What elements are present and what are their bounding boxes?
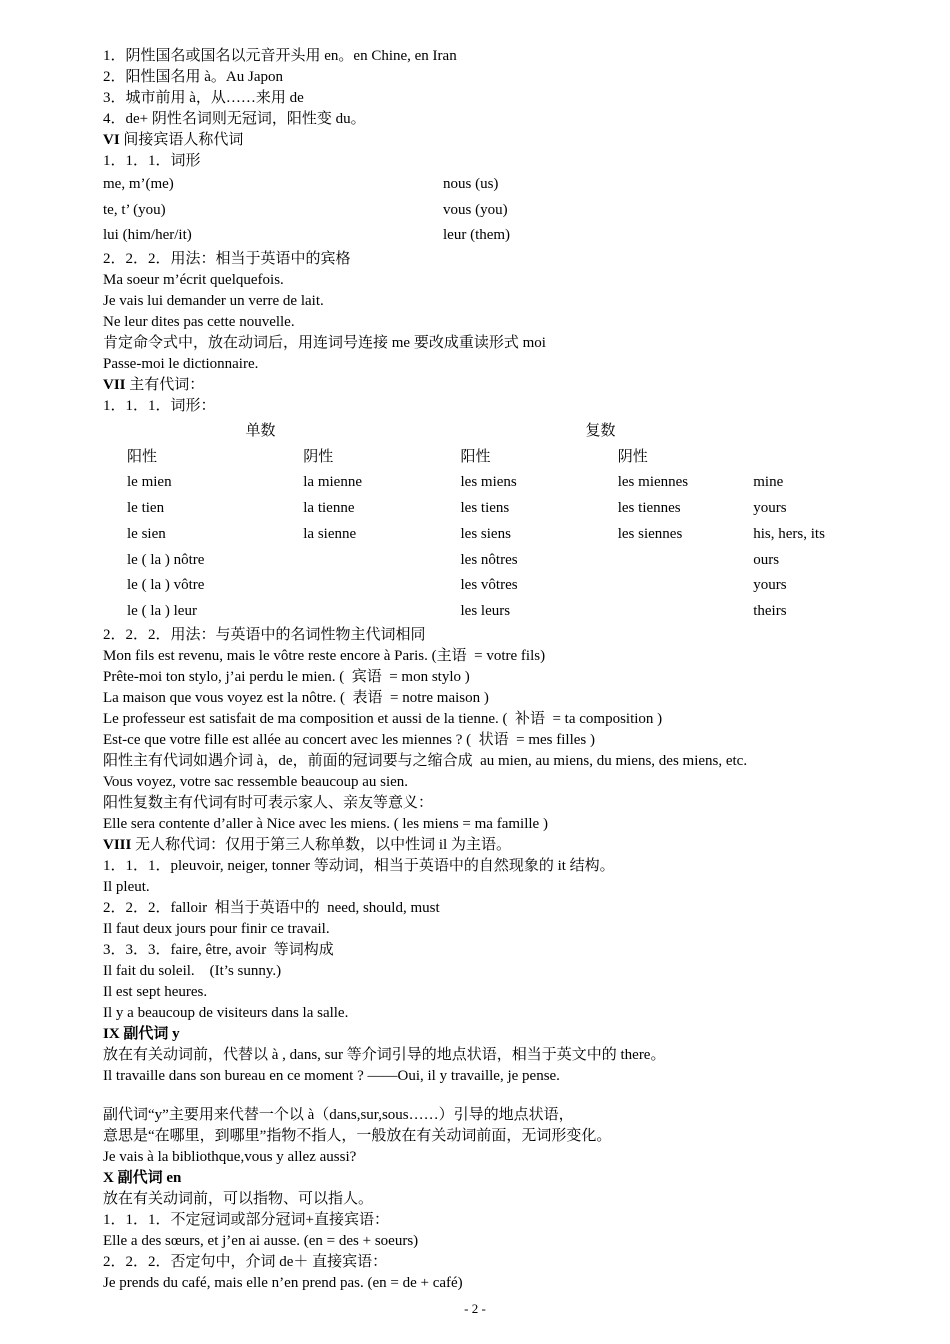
text-line: 1．1．1．不定冠词或部分冠词+直接宾语： xyxy=(103,1212,389,1229)
text-line: Elle sera contente d’aller à Nice avec les miens. ( les miens = ma famille ) xyxy=(103,816,548,833)
text-line: Elle a des sœurs, et j’en ai ausse. (en = des + soeurs) xyxy=(103,1233,419,1250)
section-title: 主有代词： xyxy=(125,376,205,393)
table-cell: les leurs xyxy=(460,603,511,620)
section-heading-vi xyxy=(103,130,863,151)
pronoun-plural: leur (them) xyxy=(443,227,511,243)
table-cell: le tien xyxy=(127,500,165,517)
text-line: 3．城市前用 à，从……来用 de xyxy=(103,90,304,106)
text-line: 1．1．1．pleuvoir, neiger, tonner 等动词，相当于英语中的自然现象的 it 结构。 xyxy=(103,858,615,875)
table-cell: les miens xyxy=(460,474,517,491)
text-line: Ma soeur m’écrit quelquefois. xyxy=(103,271,284,288)
text-line: 1．1．1．词形： xyxy=(103,397,216,414)
table-cell xyxy=(753,445,863,471)
table-cell: le ( la ) nôtre xyxy=(127,551,205,568)
table-cell: la sienne xyxy=(303,525,357,542)
table-cell: le sien xyxy=(127,525,166,542)
section-title: 副代词 en xyxy=(113,1170,182,1187)
text-line: La maison que vous voyez est la nôtre. ( 表语 = notre maison ) xyxy=(103,690,489,707)
section-number: IX xyxy=(103,1026,120,1043)
section-heading-x xyxy=(103,1168,863,1189)
table-cell: ours xyxy=(753,551,780,568)
text-line: 1．1．1．词形 xyxy=(103,153,201,169)
text-line: Il travaille dans son bureau en ce moment ? ——Oui, il y travaille, je pense. xyxy=(103,1068,560,1085)
table-row xyxy=(127,445,863,471)
text-line: 副代词“y”主要用来代替一个以 à（dans,sur,sous……）引导的地点状语， xyxy=(103,1107,574,1124)
table-row xyxy=(127,573,863,599)
table-row xyxy=(127,548,863,574)
table-cell: les tiens xyxy=(460,500,510,517)
table-cell: yours xyxy=(753,577,787,594)
table-cell: le mien xyxy=(127,474,172,491)
text-line: 4．de+ 阴性名词则无冠词，阳性变 du。 xyxy=(103,111,366,127)
table-cell: 阳性 xyxy=(460,448,491,465)
text-line: Je vais lui demander un verre de lait. xyxy=(103,292,324,309)
section-heading-viii xyxy=(103,835,863,856)
text-line: 2．2．2．用法：与英语中的名词性物主代词相同 xyxy=(103,627,426,644)
singular-header: 单数 xyxy=(245,422,276,439)
table-cell: les tiennes xyxy=(617,500,681,517)
table-cell: la mienne xyxy=(303,474,362,491)
table-cell: les miennes xyxy=(617,474,689,491)
document-page xyxy=(103,46,863,1294)
possessive-header-row xyxy=(103,417,863,445)
text-line: 2．2．2．用法：相当于英语中的宾格 xyxy=(103,250,351,267)
table-row xyxy=(127,496,863,522)
table-cell xyxy=(618,599,754,625)
table-cell: his, hers, its xyxy=(753,525,825,542)
table-row xyxy=(127,522,863,548)
table-cell: les nôtres xyxy=(460,551,518,568)
plural-header: 复数 xyxy=(585,422,616,439)
section-number: VIII xyxy=(103,837,132,854)
text-line: 放在有关动词前，代替以 à , dans, sur 等介词引导的地点状语，相当于英文中的 there。 xyxy=(103,1047,666,1064)
text-line: 2．2．2．falloir 相当于英语中的 need, should, must xyxy=(103,900,440,917)
table-row xyxy=(127,470,863,496)
pronoun-singular: te, t’ (you) xyxy=(103,201,166,218)
page-number: - 2 - xyxy=(464,1301,486,1316)
table-cell: le ( la ) vôtre xyxy=(127,577,205,594)
section-title: 副代词 y xyxy=(119,1026,180,1043)
possessive-table xyxy=(127,445,863,626)
text-line: 阳性主有代词如遇介词 à，de，前面的冠词要与之缩合成 au mien, au miens, du miens, des miens, etc. xyxy=(103,753,748,770)
section-number: X xyxy=(103,1170,114,1187)
table-cell: les vôtres xyxy=(460,577,518,594)
pronoun-plural: vous (you) xyxy=(443,201,508,218)
pronoun-plural: nous (us) xyxy=(443,176,499,192)
table-cell: 阳性 xyxy=(127,448,158,465)
pronoun-singular: lui (him/her/it) xyxy=(103,227,192,243)
text-line: Je prends du café, mais elle n’en prend pas. (en = de + café) xyxy=(103,1275,463,1292)
table-row xyxy=(127,599,863,625)
table-cell: yours xyxy=(753,500,787,517)
section-title: 间接宾语人称代词 xyxy=(119,132,244,148)
table-cell: theirs xyxy=(753,603,787,620)
table-cell: la tienne xyxy=(303,500,355,517)
table-cell: le ( la ) leur xyxy=(127,603,197,620)
text-line: 1．阴性国名或国名以元音开头用 en。en Chine, en Iran xyxy=(103,48,457,64)
text-line: 阳性复数主有代词有时可表示家人、亲友等意义： xyxy=(103,795,434,812)
section-title: 无人称代词：仅用于第三人称单数，以中性词 il 为主语。 xyxy=(131,837,511,854)
text-line: Il faut deux jours pour finir ce travail. xyxy=(103,921,330,938)
text-line: Je vais à la bibliothque,vous y allez aussi? xyxy=(103,1149,357,1166)
section-heading-vii xyxy=(103,375,863,396)
text-line: 3．3．3．faire, être, avoir 等词构成 xyxy=(103,942,334,959)
table-cell: mine xyxy=(753,474,784,491)
pronoun-row xyxy=(103,172,863,198)
text-line: 肯定命令式中，放在动词后，用连词号连接 me 要改成重读形式 moi xyxy=(103,334,546,351)
text-line: 意思是“在哪里，到哪里”指物不指人，一般放在有关动词前面，无词形变化。 xyxy=(103,1128,612,1145)
table-cell xyxy=(303,573,460,599)
text-line: Ne leur dites pas cette nouvelle. xyxy=(103,313,295,330)
table-cell xyxy=(303,599,460,625)
text-line: Prête-moi ton stylo, j’ai perdu le mien. ( 宾语 = mon stylo ) xyxy=(103,669,470,686)
pronoun-singular: me, m’(me) xyxy=(103,176,174,192)
section-heading-ix xyxy=(103,1024,863,1045)
section-number: VII xyxy=(103,376,126,393)
table-cell xyxy=(618,573,754,599)
table-cell: 阴性 xyxy=(617,448,648,465)
text-line: Le professeur est satisfait de ma composition et aussi de la tienne. ( 补语 = ta composition ) xyxy=(103,711,663,728)
text-line: Il est sept heures. xyxy=(103,984,208,1001)
text-line: Vous voyez, votre sac ressemble beaucoup au sien. xyxy=(103,774,409,791)
blank-line xyxy=(103,1087,863,1105)
table-cell: 阴性 xyxy=(303,448,334,465)
table-cell: les siennes xyxy=(617,525,683,542)
text-line: Il y a beaucoup de visiteurs dans la salle. xyxy=(103,1005,349,1022)
text-line: Il fait du soleil. (It’s sunny.) xyxy=(103,963,282,980)
text-line: Il pleut. xyxy=(103,879,150,896)
pronoun-row xyxy=(103,198,863,224)
section-number: VI xyxy=(103,132,120,148)
text-line: 2．阳性国名用 à。Au Japon xyxy=(103,69,283,85)
text-line: Passe-moi le dictionnaire. xyxy=(103,355,259,372)
pronoun-row xyxy=(103,223,863,249)
table-cell xyxy=(303,548,460,574)
text-line: 2．2．2．否定句中，介词 de＋ 直接宾语： xyxy=(103,1254,388,1271)
text-line: Mon fils est revenu, mais le vôtre reste encore à Paris. (主语 = votre fils) xyxy=(103,648,546,665)
text-line: 放在有关动词前，可以指物、可以指人。 xyxy=(103,1191,374,1208)
text-line: Est-ce que votre fille est allée au concert avec les miennes ? ( 状语 = mes filles ) xyxy=(103,732,596,749)
table-cell: les siens xyxy=(460,525,511,542)
table-cell xyxy=(618,548,754,574)
